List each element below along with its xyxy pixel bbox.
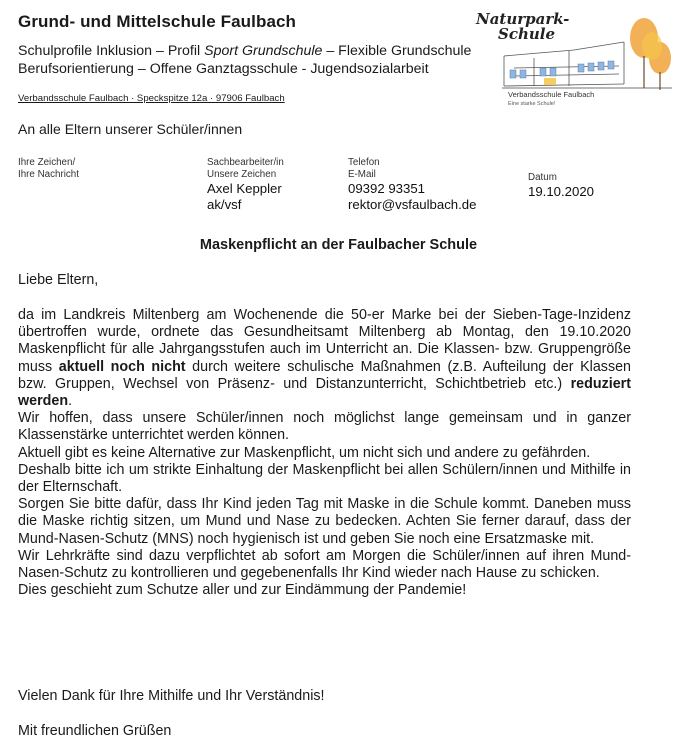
paragraph-4: Deshalb bitte ich um strikte Einhaltung der Maskenpflicht bei allen Schülern/innen und Mithilfe in der Elternschaft. [18, 461, 631, 496]
p1-a: da im Landkreis Miltenberg am Wochenende die 50-er Marke bei der Sieben-Tage-Inzidenz übertroffen wurde, ordnete das Gesundheitsamt Miltenberg ab Montag, den 19.10.2020 Maskenpflicht für alle Jahrgangsstufen auch im Unterricht an. Die Klassen- bzw. Gruppengröße muss [18, 307, 631, 375]
school-name: Grund- und Mittelschule Faulbach [18, 12, 297, 31]
closing-line: Mit freundlichen Grüßen [18, 723, 172, 739]
logo-caption-2: Eine starke Schule! [508, 101, 556, 107]
profile-line-2: Berufsorientierung – Offene Ganztagsschule - Jugendsozialarbeit [18, 61, 429, 77]
thanks-line: Vielen Dank für Ihre Mithilfe und Ihr Verständnis! [18, 688, 325, 704]
meta-sachbearbeiter [207, 157, 284, 213]
datum-label: Datum [528, 172, 557, 183]
paragraph-6: Wir Lehrkräfte sind dazu verpflichtet ab sofort am Morgen die Schüler/innen auf ihren Mund-Nasen-Schutz zu kontrollieren und gegebenenfalls Ihr Kind wieder nach Hause zu schicken. [18, 547, 631, 582]
sachbearbeiter-label: Sachbearbeiter/in [207, 157, 284, 168]
p1-c: . [68, 393, 73, 410]
profile-line-1-b: – Flexible Grundschule [322, 43, 472, 59]
paragraph-2: Wir hoffen, dass unsere Schüler/innen noch möglichst lange gemeinsam und in ganzer Klassenstärke unterrichtet werden können. [18, 410, 631, 444]
logo-caption-1: Verbandsschule Faulbach [508, 90, 595, 99]
letter-body [18, 307, 631, 599]
datum-value: 19.10.2020 [528, 184, 595, 199]
paragraph-1 [18, 307, 631, 410]
ihre-nachricht-label: Ihre Nachricht [18, 169, 79, 180]
paragraph-5: Sorgen Sie bitte dafür, dass Ihr Kind jeden Tag mit Maske in die Schule kommt. Daneben muss die Maske richtig sitzen, um Mund und Nase zu bedecken. Achten Sie ferner darauf, dass der Mund-Nasen-Schutz (MNS) noch hygienisch ist und geben Sie noch eine Ersatzmaske mit. [18, 496, 631, 547]
profile-line-1-a: Schulprofile Inklusion – Profil [18, 43, 205, 59]
meta-ihre-zeichen [18, 157, 79, 181]
email-value: rektor@vsfaulbach.de [348, 197, 477, 212]
paragraph-3: Aktuell gibt es keine Alternative zur Maskenpflicht, um nicht sich und andere zu gefährden. [18, 444, 591, 461]
ihre-zeichen-label: Ihre Zeichen/ [18, 157, 76, 168]
recipients-line: An alle Eltern unserer Schüler/innen [18, 121, 243, 137]
paragraph-7: Dies geschieht zum Schutze aller und zur Eindämmung der Pandemie! [18, 582, 467, 599]
telefon-label: Telefon [348, 157, 380, 168]
meta-datum [528, 172, 594, 200]
p1-bold-1: aktuell noch nicht [58, 358, 186, 375]
meta-kontakt [348, 157, 476, 213]
profile-line-1-em: Sport Grundschule [204, 43, 323, 59]
unsere-zeichen-value: ak/vsf [207, 197, 242, 212]
logo-title-2: Schule [498, 25, 556, 43]
letter-subject: Maskenpflicht an der Faulbacher Schule [199, 237, 478, 253]
profile-line-1 [18, 42, 471, 60]
unsere-zeichen-label: Unsere Zeichen [207, 169, 277, 180]
salutation: Liebe Eltern, [18, 272, 99, 288]
school-logo [474, 6, 674, 110]
p1-b: durch weitere schulische Maßnahmen (z.B. Aufteilung der Klassen bzw. Gruppen, Wechsel von Präsenz- und Distanzunterricht, Schichtbetrieb etc.) [18, 358, 631, 392]
p1-bold-2: reduziert werden [18, 375, 631, 410]
sender-address: Verbandsschule Faulbach · Speckspitze 12a · 97906 Faulbach [18, 93, 285, 104]
email-label: E-Mail [348, 169, 376, 180]
telefon-value: 09392 93351 [348, 181, 426, 196]
school-building-illustration [474, 6, 674, 110]
sachbearbeiter-name: Axel Keppler [207, 181, 282, 196]
logo-title-1: Naturpark- [476, 10, 570, 28]
